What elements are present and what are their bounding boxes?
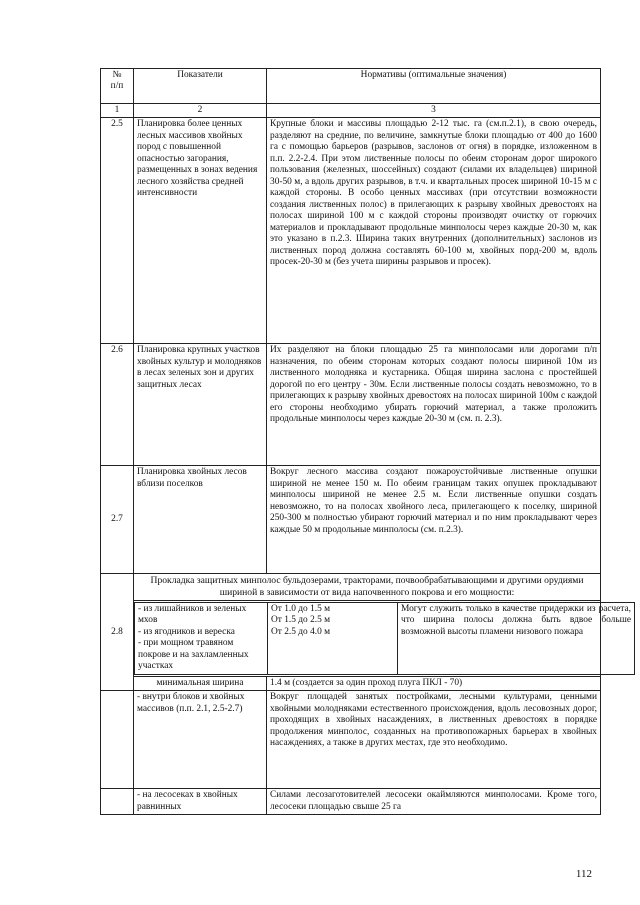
min-width-label: минимальная ширина	[134, 676, 267, 690]
cover-item: - из лишайников и зеленых мхов	[138, 603, 247, 626]
row-norm: Вокруг площадей занятых постройками, лесными культурами, ценными хвойными молодняками естественного происхождения, вдоль лесовозных дорог, проходящих в хвойных насаждениях, в лиственных древостоях в порядке продолжения минполос, созданных на противопожарных барьерах в хвойных насаждениях, а также в других местах, где это необходимо.	[267, 691, 601, 789]
cover-grid-cell	[134, 600, 631, 676]
cover-item: - из ягодников и вереска	[138, 626, 235, 637]
header-indicator: Показатели	[134, 69, 267, 104]
width-item: От 2.5 до 4.0 м	[271, 626, 331, 637]
row-norm: Их разделяют на блоки площадью 25 га минполосами или дорогами п/п назначения, по обеим сторонам которых создают полосы шириной 10м из лиственного молодняка и кустарника. Общая ширина заслона с простейшей дорогой по его центру - 30м. Если лиственные полосы создать невозможно, то в прилегающих к разрыву хвойных древостоях на полосах шириной 100м с каждой его стороны необходимо убирать горючий материал, а также проложить продольные минполосы через каждые 20-30 м (см. п. 2.3).	[267, 344, 601, 466]
table-row	[101, 676, 601, 690]
row-norm: Крупные блоки и массивы площадью 2-12 тыс. га (см.п.2.1), в свою очередь, разделяют на средние, по величине, замкнутые блоки площадью от 400 до 1600 га с помощью барьеров (разрывов, заслонов от огня) в порядке, изложенном в п.п. 2.2-2.4. При этом лиственные полосы по обеим сторонам дорог широкого пользования (железных, шоссейных) создают (силами их владельцев) шириной 30-50 м, а вдоль других разрывов, в т.ч. и квартальных просек шириной 10-15 м с каждой стороны. В особо ценных массивах (при отсутствии возможности создания лиственных полос) в прилегающих к разрыву хвойных древостоях на полосах шириной 100 м с каждой стороны производят очистку от горючих материалов и прокладывают продольные минполосы через каждые 20-30 м, как это указано в п.2.3. Ширина таких внутренних (дополнительных) заслонов из лиственных пород должна составлять 60-100 м, хвойных порд-200 м, вдоль просек-20-30 м (без учета ширины разрывов и просек).	[267, 118, 601, 344]
row-number: 2.7	[101, 466, 134, 574]
column-number-row	[101, 104, 601, 118]
header-number	[101, 69, 134, 104]
row-norm: Силами лесозаготовителей лесосеки окаймляются минполосами. Кроме того, лесосеки площадью свыше 25 га	[267, 789, 601, 815]
norms-table	[100, 68, 631, 815]
table-row	[101, 118, 601, 344]
row-number: 2.5	[101, 118, 134, 344]
column-number-2: 2	[134, 104, 267, 118]
row-indicator: Планировка хвойных лесов вблизи поселков	[134, 466, 267, 574]
row-norm: Вокруг лесного массива создают пожароустойчивые лиственные опушки шириной не менее 150 м. По обеим границам таких опушек прокладывают минполосы шириной не менее 2.5 м. Если лиственные опушки создать невозможно, то на полосах хвойного леса, прилегающего к поселку, шириной 250-300 м полностью убирают горючий материал и по ним прокладывают через каждые 50 м продольные минполосы (см. п.2.3).	[267, 466, 601, 574]
row-indicator: - внутри блоков и хвойных массивов (п.п. 2.1, 2.5-2.7)	[134, 691, 267, 789]
table-row	[101, 789, 601, 815]
header-number-text: № п/п	[110, 70, 124, 92]
width-item: От 1.0 до 1.5 м	[271, 603, 331, 614]
row-number	[101, 789, 134, 815]
column-number-3: 3	[267, 104, 601, 118]
header-norm: Нормативы (оптимальные значения)	[267, 69, 601, 104]
table-row	[101, 344, 601, 466]
cover-item: - при мощном травяном покрове и на захламленных участках	[138, 638, 249, 672]
width-list	[268, 602, 398, 674]
row-number: 2.8	[101, 574, 134, 691]
table-header-row	[101, 69, 601, 104]
table-row	[101, 574, 601, 600]
row-title: Прокладка защитных минполос бульдозерами, тракторами, почвообрабатывающими и другими орудиями шириной в зависимости от вида напочвенного покрова и его мощности:	[134, 574, 601, 600]
min-width-value: 1.4 м (создается за один проход плуга ПКЛ - 70)	[267, 676, 601, 690]
cover-note: Могут служить только в качестве придержки из расчета, что ширина полосы должна быть вдвое больше возможной высоты пламени низового пожара	[398, 602, 635, 674]
column-number-1: 1	[101, 104, 134, 118]
page-number: 112	[575, 868, 592, 880]
table-row	[101, 466, 601, 574]
cover-list	[135, 602, 268, 674]
row-indicator: Планировка более ценных лесных массивов хвойных пород с повышенной опасностью загорания, размещенных в зонах ведения лесного хозяйства средней интенсивности	[134, 118, 267, 344]
row-number: 2.6	[101, 344, 134, 466]
row-number	[101, 691, 134, 789]
table-row	[101, 600, 601, 676]
width-item: От 1.5 до 2.5 м	[271, 615, 331, 626]
row-indicator: - на лесосеках в хвойных равнинных	[134, 789, 267, 815]
cover-grid	[134, 602, 635, 675]
table-row	[101, 691, 601, 789]
row-indicator: Планировка крупных участков хвойных культур и молодняков в лесах зеленых зон и других защитных лесах	[134, 344, 267, 466]
